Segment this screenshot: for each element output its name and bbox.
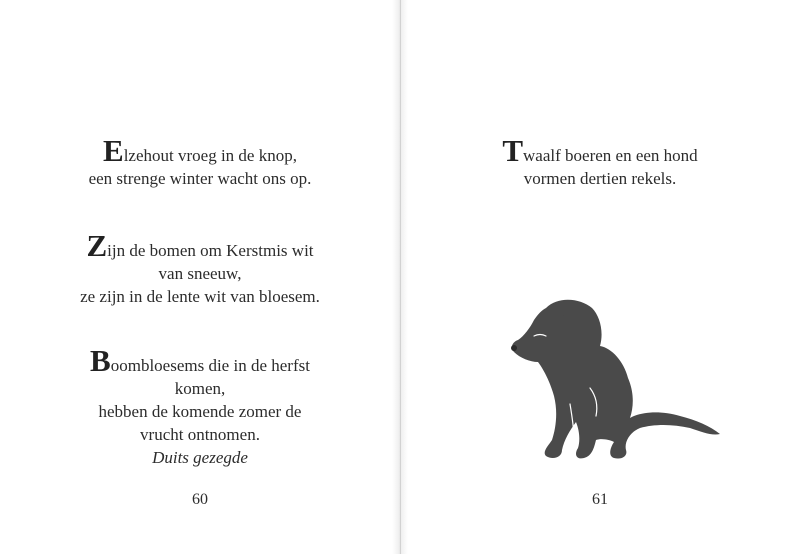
page-number: 60 [192,491,208,508]
stanza-line: Twaalf boeren en een hond [502,133,698,168]
drop-initial: Z [86,228,108,263]
stanza-line: Elzehout vroeg in de knop, [103,133,297,168]
stanza-zijn-de-bomen [0,228,400,308]
stanza-line: Zijn de bomen om Kerstmis wit [86,228,314,263]
drop-initial: E [103,133,124,168]
stanza-line: ze zijn in de lente wit van bloesem. [80,287,320,306]
stanza-line: van sneeuw, [158,264,242,283]
stanza-line: hebben de komende zomer de [98,402,302,421]
stanza-twaalf-boeren [400,133,800,190]
stanza-line: vormen dertien rekels. [523,169,677,188]
page-number: 61 [592,491,608,508]
stanza-elzehout [0,133,400,190]
stanza-line: komen, [174,379,226,398]
dog-silhouette-icon [500,292,730,462]
stanza-line: Boombloesems die in de herfst [90,343,310,378]
drop-initial: T [502,133,524,168]
stanza-line: een strenge winter wacht ons op. [88,169,312,188]
right-page [400,0,800,554]
drop-initial: B [90,343,111,378]
fold-line [400,0,401,554]
stanza-boombloesems [0,343,400,469]
source-attribution: Duits gezegde [152,448,248,467]
stanza-line: vrucht ontnomen. [140,425,260,444]
